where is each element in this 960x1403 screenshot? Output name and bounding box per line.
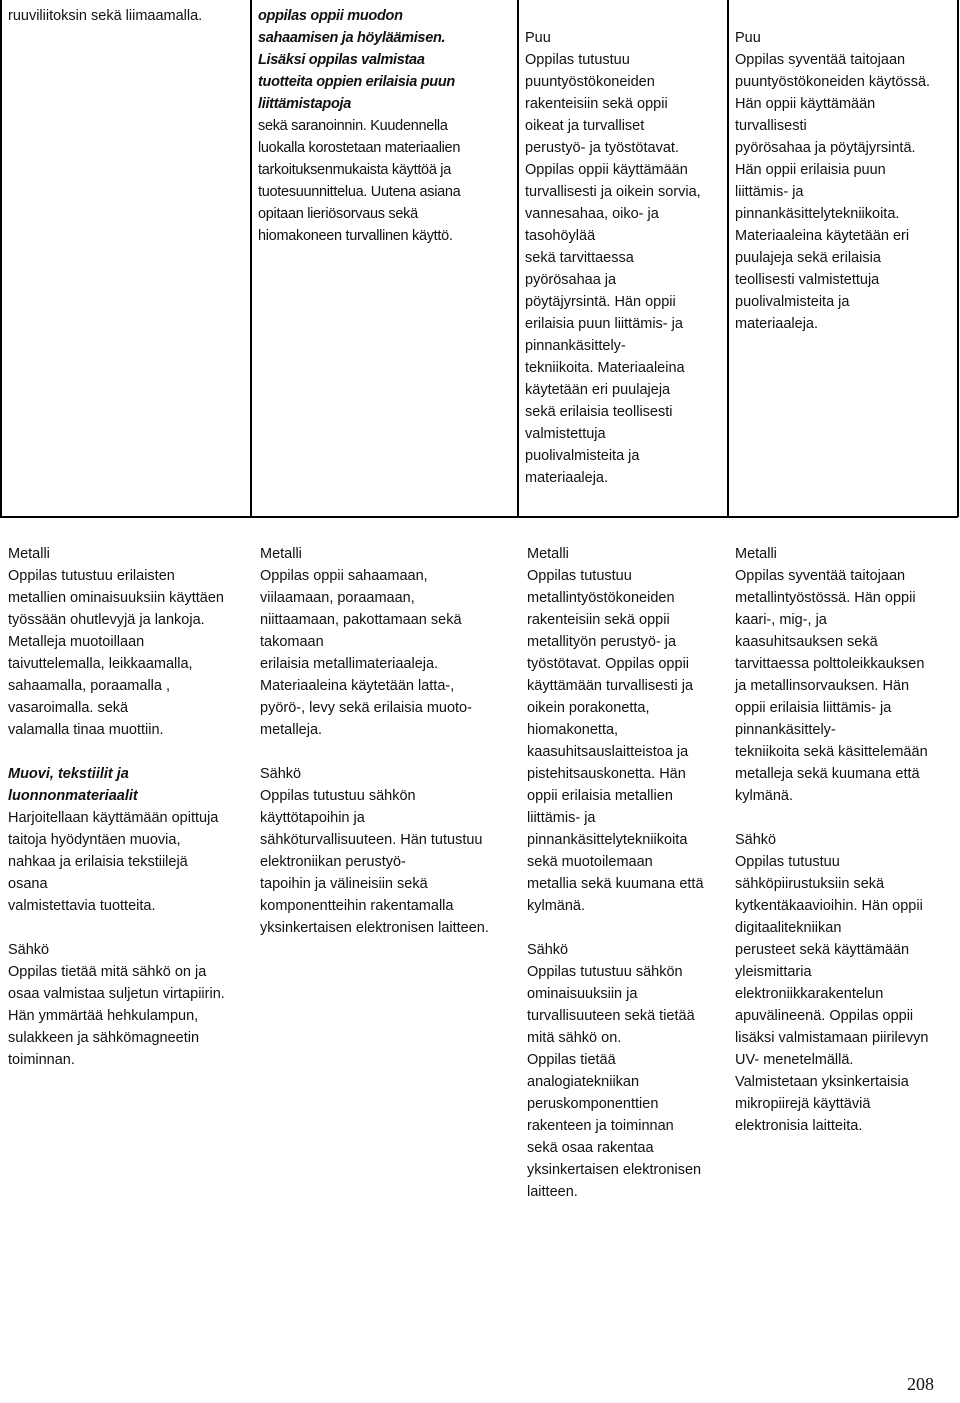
- bottom-col1-plastic-heading: Muovi, tekstiilit ja luonnonmateriaalit: [8, 766, 138, 804]
- column-divider-1: [250, 0, 252, 517]
- bottom-col3-metal-text: Oppilas tutustuu metallintyöstökoneiden rakenteisiin sekä oppii metallityön perustyö- ja työstötavat. Oppilas oppii käyttämään turvallisesti ja oikein porakonetta, hiomakonetta, kaasuhitsauslaitteistoa ja pistehitsauskonetta. Hän oppii erilaisia metallien liittämis- ja pinnankäsittelytekniikoita sekä muotoilemaan metallia sekä kuumana että kylmänä.: [527, 568, 704, 914]
- bottom-col1-metal-heading: Metalli: [8, 546, 50, 562]
- bottom-col3-metal-heading: Metalli: [527, 546, 569, 562]
- page-number: 208: [907, 1374, 934, 1394]
- top-row-col2: [258, 5, 513, 247]
- top-col1-text: ruuviliitoksin sekä liimaamalla.: [8, 8, 203, 24]
- table-border-right: [957, 0, 959, 517]
- column-divider-2: [517, 0, 519, 517]
- bottom-col2-metal-heading: Metalli: [260, 546, 302, 562]
- bottom-row-col4: [735, 543, 957, 1137]
- bottom-col2-metal-text: Oppilas oppii sahaamaan, viilaamaan, poraamaan, niittaamaan, pakottamaan sekä takomaan erilaisia metallimateriaaleja. Materiaaleina käytetään latta-, pyörö-, levy sekä erilaisia muoto- metalleja.: [260, 568, 472, 738]
- bottom-col4-electric-heading: Sähkö: [735, 832, 777, 848]
- bottom-col2-electric-text: Oppilas tutustuu sähkön käyttötapoihin ja sähköturvallisuuteen. Hän tutustuu elektroniikan perustyö- tapoihin ja välineisiin sekä komponentteihin rakentamalla yksinkertaisen elektronisen laitteen.: [260, 788, 489, 936]
- bottom-col1-electric-heading: Sähkö: [8, 942, 50, 958]
- column-divider-3: [727, 0, 729, 517]
- bottom-col1-plastic-text: Harjoitellaan käyttämään opittuja taitoja hyödyntäen muovia, nahkaa ja erilaisia tekstiilejä osana valmistettavia tuotteita.: [8, 810, 219, 914]
- top-col4-text: Oppilas syventää taitojaan puuntyöstökoneiden käytössä. Hän oppii käyttämään turvallisesti pyörösahaa ja pöytäjyrsintä. Hän oppii erilaisia puun liittämis- ja pinnankäsittelytekniikoita. Materiaaleina käytetään eri puulajeja sekä erilaisia teollisesti valmistettuja puolivalmisteita ja materiaaleja.: [735, 52, 931, 332]
- bottom-col3-electric-text: Oppilas tutustuu sähkön ominaisuuksiin ja turvallisuuteen sekä tietää mitä sähkö on. Oppilas tietää analogiatekniikan peruskomponenttien rakenteen ja toiminnan sekä osaa rakentaa yksinkertaisen elektronisen laitteen.: [527, 964, 702, 1200]
- bottom-col1-electric-text: Oppilas tietää mitä sähkö on ja osaa valmistaa suljetun virtapiirin. Hän ymmärtää hehkulampun, sulakkeen ja sähkömagneetin toiminnan.: [8, 964, 225, 1068]
- bottom-col4-metal-text: Oppilas syventää taitojaan metallintyöstössä. Hän oppii kaari-, mig-, ja kaasuhitsauksen sekä tarvittaessa polttoleikkauksen ja metallinsorvauksen. Hän oppii erilaisia liittämis- ja pinnankäsittely- tekniikoita sekä käsittelemään metalleja sekä kuumana että kylmänä.: [735, 568, 928, 804]
- bottom-row-col3: [527, 543, 732, 1203]
- top-col3-heading: Puu: [525, 30, 551, 46]
- bottom-col2-electric-heading: Sähkö: [260, 766, 302, 782]
- bottom-col4-electric-text: Oppilas tutustuu sähköpiirustuksiin sekä kytkentäkaavioihin. Hän oppii digitaalitekniikan perusteet sekä käyttämään yleismittaria elektroniikkarakentelun apuvälineenä. Oppilas oppii lisäksi valmistamaan piirilevyn UV- menetelmällä. Valmistetaan yksinkertaisia mikropiirejä käyttäviä elektronisia laitteita.: [735, 854, 929, 1134]
- bottom-row-col2: [260, 543, 522, 939]
- table-border-bottom: [0, 516, 958, 518]
- table-border-left: [0, 0, 2, 517]
- top-col4-heading: Puu: [735, 30, 761, 46]
- top-row-col1: [8, 5, 246, 27]
- top-col2-text: sekä saranoinnin. Kuudennella luokalla korostetaan materiaalien tarkoituksenmukaista käyttöä ja tuotesuunnittelua. Uutena asiana opitaan lieriösorvaus sekä hiomakoneen turvallinen käyttö.: [258, 118, 461, 244]
- bottom-col4-metal-heading: Metalli: [735, 546, 777, 562]
- bottom-col1-metal-text: Oppilas tutustuu erilaisten metallien ominaisuuksiin käyttäen työssään ohutlevyjä ja lankoja. Metalleja muotoillaan taivuttelemalla, leikkaamalla, sahaamalla, poraamalla , vasaroimalla. sekä valamalla tinaa muottiin.: [8, 568, 224, 738]
- top-col2-italic-text: oppilas oppii muodon sahaamisen ja höyläämisen. Lisäksi oppilas valmistaa tuotteita oppien erilaisia puun liittämistapoja: [258, 8, 455, 112]
- top-col3-text: Oppilas tutustuu puuntyöstökoneiden rakenteisiin sekä oppii oikeat ja turvalliset perustyö- ja työstötavat. Oppilas oppii käyttämään turvallisesti ja oikein sorvia, vannesahaa, oiko- ja tasohöylää sekä tarvittaessa pyörösahaa ja pöytäjyrsintä. Hän oppii erilaisia puun liittämis- ja pinnankäsittely- tekniikoita. Materiaaleina käytetään eri puulajeja sekä erilaisia teollisesti valmistettuja puolivalmisteita ja materiaaleja.: [525, 52, 701, 486]
- top-row-col4: [735, 27, 955, 335]
- bottom-row-col1: [8, 543, 253, 1071]
- top-row-col3: [525, 27, 725, 489]
- bottom-col3-electric-heading: Sähkö: [527, 942, 569, 958]
